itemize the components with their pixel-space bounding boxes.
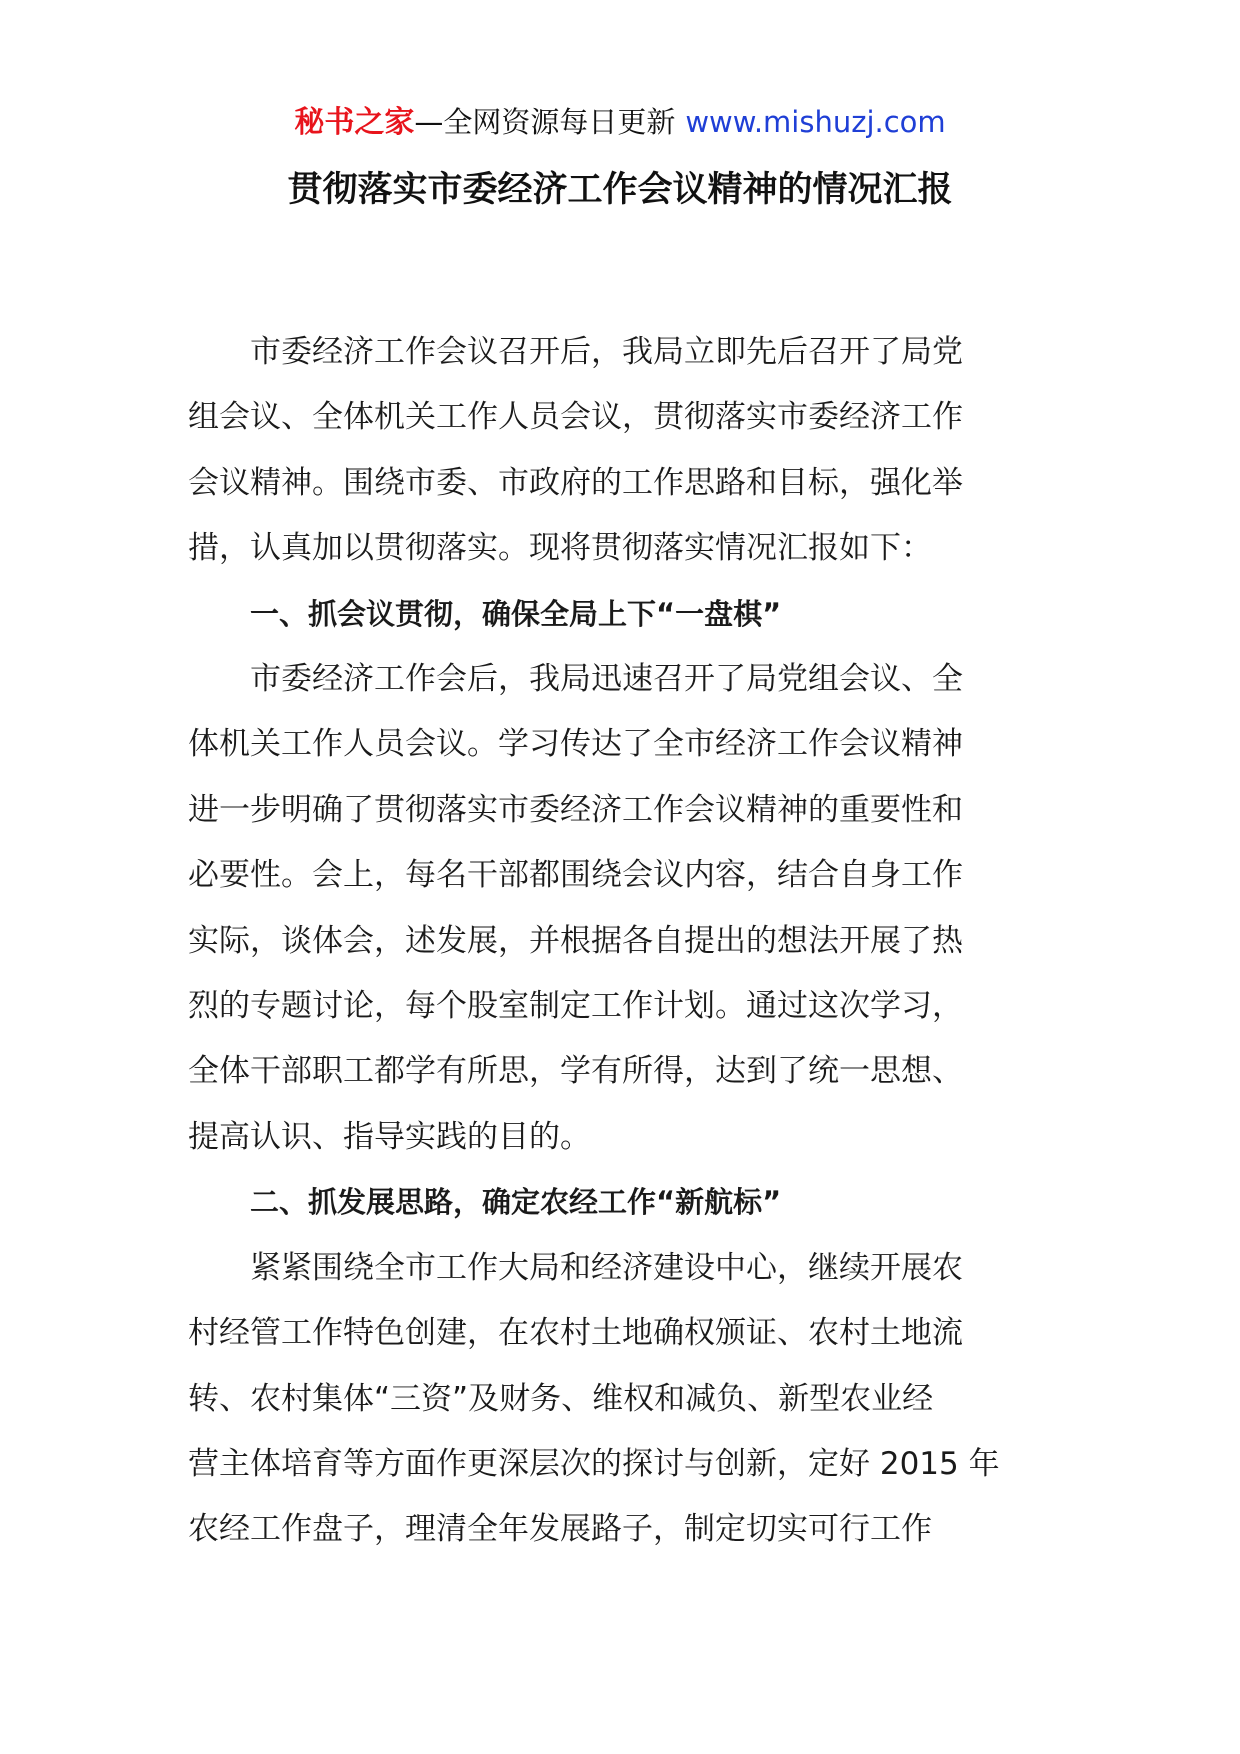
paragraph-line: 全体干部职工都学有所思，学有所得，达到了统一思想、 [188,1053,963,1090]
document-body [188,320,1062,1563]
paragraph-line: 转、农村集体“三资”及财务、维权和减负、新型农业经 [188,1380,934,1417]
paragraph-line: 实际，谈体会，述发展，并根据各自提出的想法开展了热 [188,922,963,959]
paragraph-line: 紧紧围绕全市工作大局和经济建设中心，继续开展农 [250,1249,963,1286]
document-title: 贯彻落实市委经济工作会议精神的情况汇报 [287,170,953,210]
paragraph-line: 必要性。会上，每名干部都围绕会议内容，结合自身工作 [188,857,963,894]
paragraph-line: 市委经济工作会议召开后，我局立即先后召开了局党 [250,334,963,370]
body-paragraph [188,1236,1062,1563]
header-tagline: —全网资源每日更新 [414,105,676,139]
site-header [0,102,1240,143]
paragraph-line: 措，认真加以贯彻落实。现将贯彻落实情况汇报如下： [188,530,932,567]
paragraph-line: 会议精神。围绕市委、市政府的工作思路和目标，强化举 [188,464,963,501]
paragraph-line: 组会议、全体机关工作人员会议，贯彻落实市委经济工作 [188,399,963,436]
section-heading: 二、抓发展思路，确定农经工作“新航标” [250,1185,782,1220]
paragraph-line: 进一步明确了贯彻落实市委经济工作会议精神的重要性和 [188,791,963,828]
site-link[interactable]: www.mishuzj.com [685,105,946,139]
paragraph-line: 农经工作盘子，理清全年发展路子，制定切实可行工作 [188,1511,932,1548]
paragraph-line: 营主体培育等方面作更深层次的探讨与创新，定好 2015 年 [188,1445,1000,1482]
paragraph-line: 烈的专题讨论，每个股室制定工作计划。通过这次学习， [188,988,963,1025]
section-heading: 一、抓会议贯彻，确保全局上下“一盘棋” [250,596,782,631]
brand-name: 秘书之家 [294,105,415,140]
body-paragraph [188,647,1062,1170]
paragraph-line: 提高认识、指导实践的目的。 [188,1118,591,1155]
body-paragraph [188,320,1062,582]
paragraph-line: 体机关工作人员会议。学习传达了全市经济工作会议精神 [188,726,963,763]
paragraph-line: 市委经济工作会后，我局迅速召开了局党组会议、全 [250,661,963,698]
paragraph-line: 村经管工作特色创建，在农村土地确权颁证、农村土地流 [188,1315,963,1352]
